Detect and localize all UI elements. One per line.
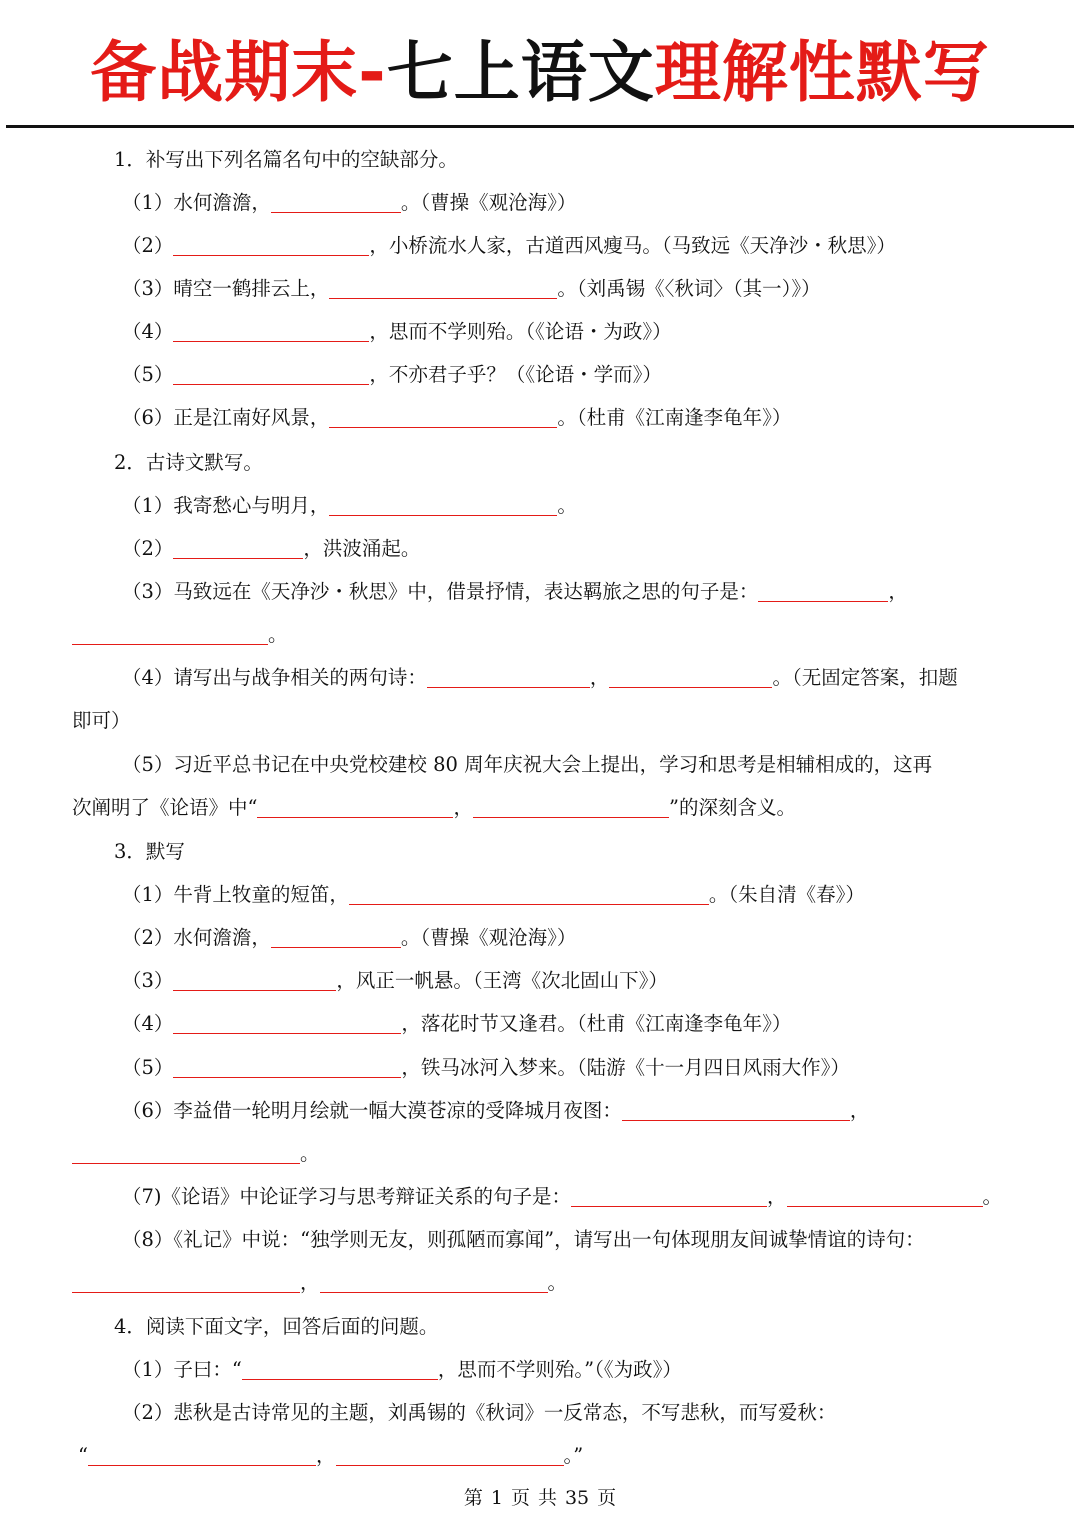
q4-item-1: （1）子曰：“ ，思而不学则殆。”（《为政》） <box>122 1358 682 1381</box>
answer-blank[interactable] <box>473 795 669 818</box>
page-title <box>0 28 1080 118</box>
q3-item-6: （6）李益借一轮明月绘就一幅大漠苍凉的受降城月夜图： ， <box>122 1099 870 1122</box>
title-part-2: 七上语文 <box>386 34 655 111</box>
q1-heading: 1．补写出下列名篇名句中的空缺部分。 <box>114 148 458 171</box>
q1-item-2: （2） ，小桥流水人家，古道西风瘦马。（马致远《天净沙・秋思》） <box>122 234 896 257</box>
q2-item-3-cont: 。 <box>0 619 1080 651</box>
q2-item-1: （1）我寄愁心与明月， 。 <box>122 494 577 517</box>
title-divider <box>6 125 1074 128</box>
answer-blank[interactable] <box>329 493 557 516</box>
answer-blank[interactable] <box>257 795 453 818</box>
answer-blank[interactable] <box>173 968 336 991</box>
answer-blank[interactable] <box>427 665 590 688</box>
q3-item-4: （4） ，落花时节又逢君。（杜甫《江南逢李龟年》） <box>122 1012 792 1035</box>
answer-blank[interactable] <box>173 319 369 342</box>
answer-blank[interactable] <box>609 665 772 688</box>
answer-blank[interactable] <box>173 233 369 256</box>
answer-blank[interactable] <box>329 405 557 428</box>
title-part-3: 理解性默写 <box>654 34 990 111</box>
q1-item-4: （4） ，思而不学则殆。（《论语・为政》） <box>122 320 672 343</box>
q3-item-5: （5） ，铁马冰河入梦来。（陆游《十一月四日风雨大作》） <box>122 1056 850 1079</box>
answer-blank[interactable] <box>242 1357 438 1380</box>
q2-item-2: （2） ，洪波涌起。 <box>122 537 421 560</box>
q3-item-7: （7)《论语》中论证学习与思考辩证关系的句子是： ， 。 <box>122 1185 1003 1208</box>
q2-item-4-cont: 即可） <box>72 709 131 732</box>
q2-item-5: （5）习近平总书记在中央党校建校 80 周年庆祝大会上提出，学习和思考是相辅相成的，这再 <box>122 753 933 776</box>
answer-blank[interactable] <box>336 1443 564 1466</box>
page-footer: 第 1 页 共 35 页 <box>463 1487 617 1509</box>
answer-blank[interactable] <box>349 882 709 905</box>
q2-heading: 2．古诗文默写。 <box>114 451 263 474</box>
title-part-1: 备战期末- <box>90 34 387 111</box>
answer-blank[interactable] <box>173 362 369 385</box>
page-number: 1 <box>490 1487 503 1509</box>
q4-item-2-cont: “ ， 。” <box>78 1444 584 1467</box>
answer-blank[interactable] <box>271 925 401 948</box>
answer-blank[interactable] <box>787 1184 983 1207</box>
q3-item-8: （8）《礼记》中说：“独学则无友，则孤陋而寡闻”，请写出一句体现朋友间诚挚情谊的诗句： <box>122 1228 925 1251</box>
q3-item-8-cont: ， 。 <box>0 1267 1080 1299</box>
q1-item-6: （6）正是江南好风景， 。（杜甫《江南逢李龟年》） <box>122 406 792 429</box>
total-pages: 35 <box>564 1487 590 1509</box>
answer-blank[interactable] <box>622 1098 850 1121</box>
q4-item-2: （2）悲秋是古诗常见的主题，刘禹锡的《秋词》一反常态，不写悲秋，而写爱秋： <box>122 1401 837 1424</box>
answer-blank[interactable] <box>271 190 401 213</box>
q2-item-5-cont: 次阐明了《论语》中“ ， ”的深刻含义。 <box>72 796 796 819</box>
q3-item-6-cont: 。 <box>0 1138 1080 1170</box>
answer-blank[interactable] <box>571 1184 767 1207</box>
q3-item-2: （2）水何澹澹， 。（曹操《观沧海》） <box>122 926 577 949</box>
answer-blank[interactable] <box>72 622 268 645</box>
answer-blank[interactable] <box>173 1055 401 1078</box>
answer-blank[interactable] <box>329 276 557 299</box>
answer-blank[interactable] <box>72 1270 300 1293</box>
q4-heading: 4．阅读下面文字，回答后面的问题。 <box>114 1315 439 1338</box>
q2-item-4: （4）请写出与战争相关的两句诗： ， 。（无固定答案，扣题 <box>122 666 958 689</box>
q3-item-3: （3） ，风正一帆悬。（王湾《次北固山下》） <box>122 969 668 992</box>
q3-heading: 3．默写 <box>114 840 185 863</box>
answer-blank[interactable] <box>173 1011 401 1034</box>
q2-item-3: （3）马致远在《天净沙・秋思》中，借景抒情，表达羁旅之思的句子是： ， <box>122 580 908 603</box>
answer-blank[interactable] <box>320 1270 548 1293</box>
q3-item-1: （1）牛背上牧童的短笛， 。（朱自清《春》） <box>122 883 865 906</box>
q1-item-3: （3）晴空一鹤排云上， 。（刘禹锡《〈秋词〉（其一）》） <box>122 277 821 300</box>
q1-item-1: （1）水何澹澹， 。（曹操《观沧海》） <box>122 191 577 214</box>
answer-blank[interactable] <box>758 579 888 602</box>
q1-item-5: （5） ，不亦君子乎？（《论语・学而》） <box>122 363 662 386</box>
answer-blank[interactable] <box>88 1443 316 1466</box>
answer-blank[interactable] <box>173 536 303 559</box>
answer-blank[interactable] <box>72 1141 300 1164</box>
